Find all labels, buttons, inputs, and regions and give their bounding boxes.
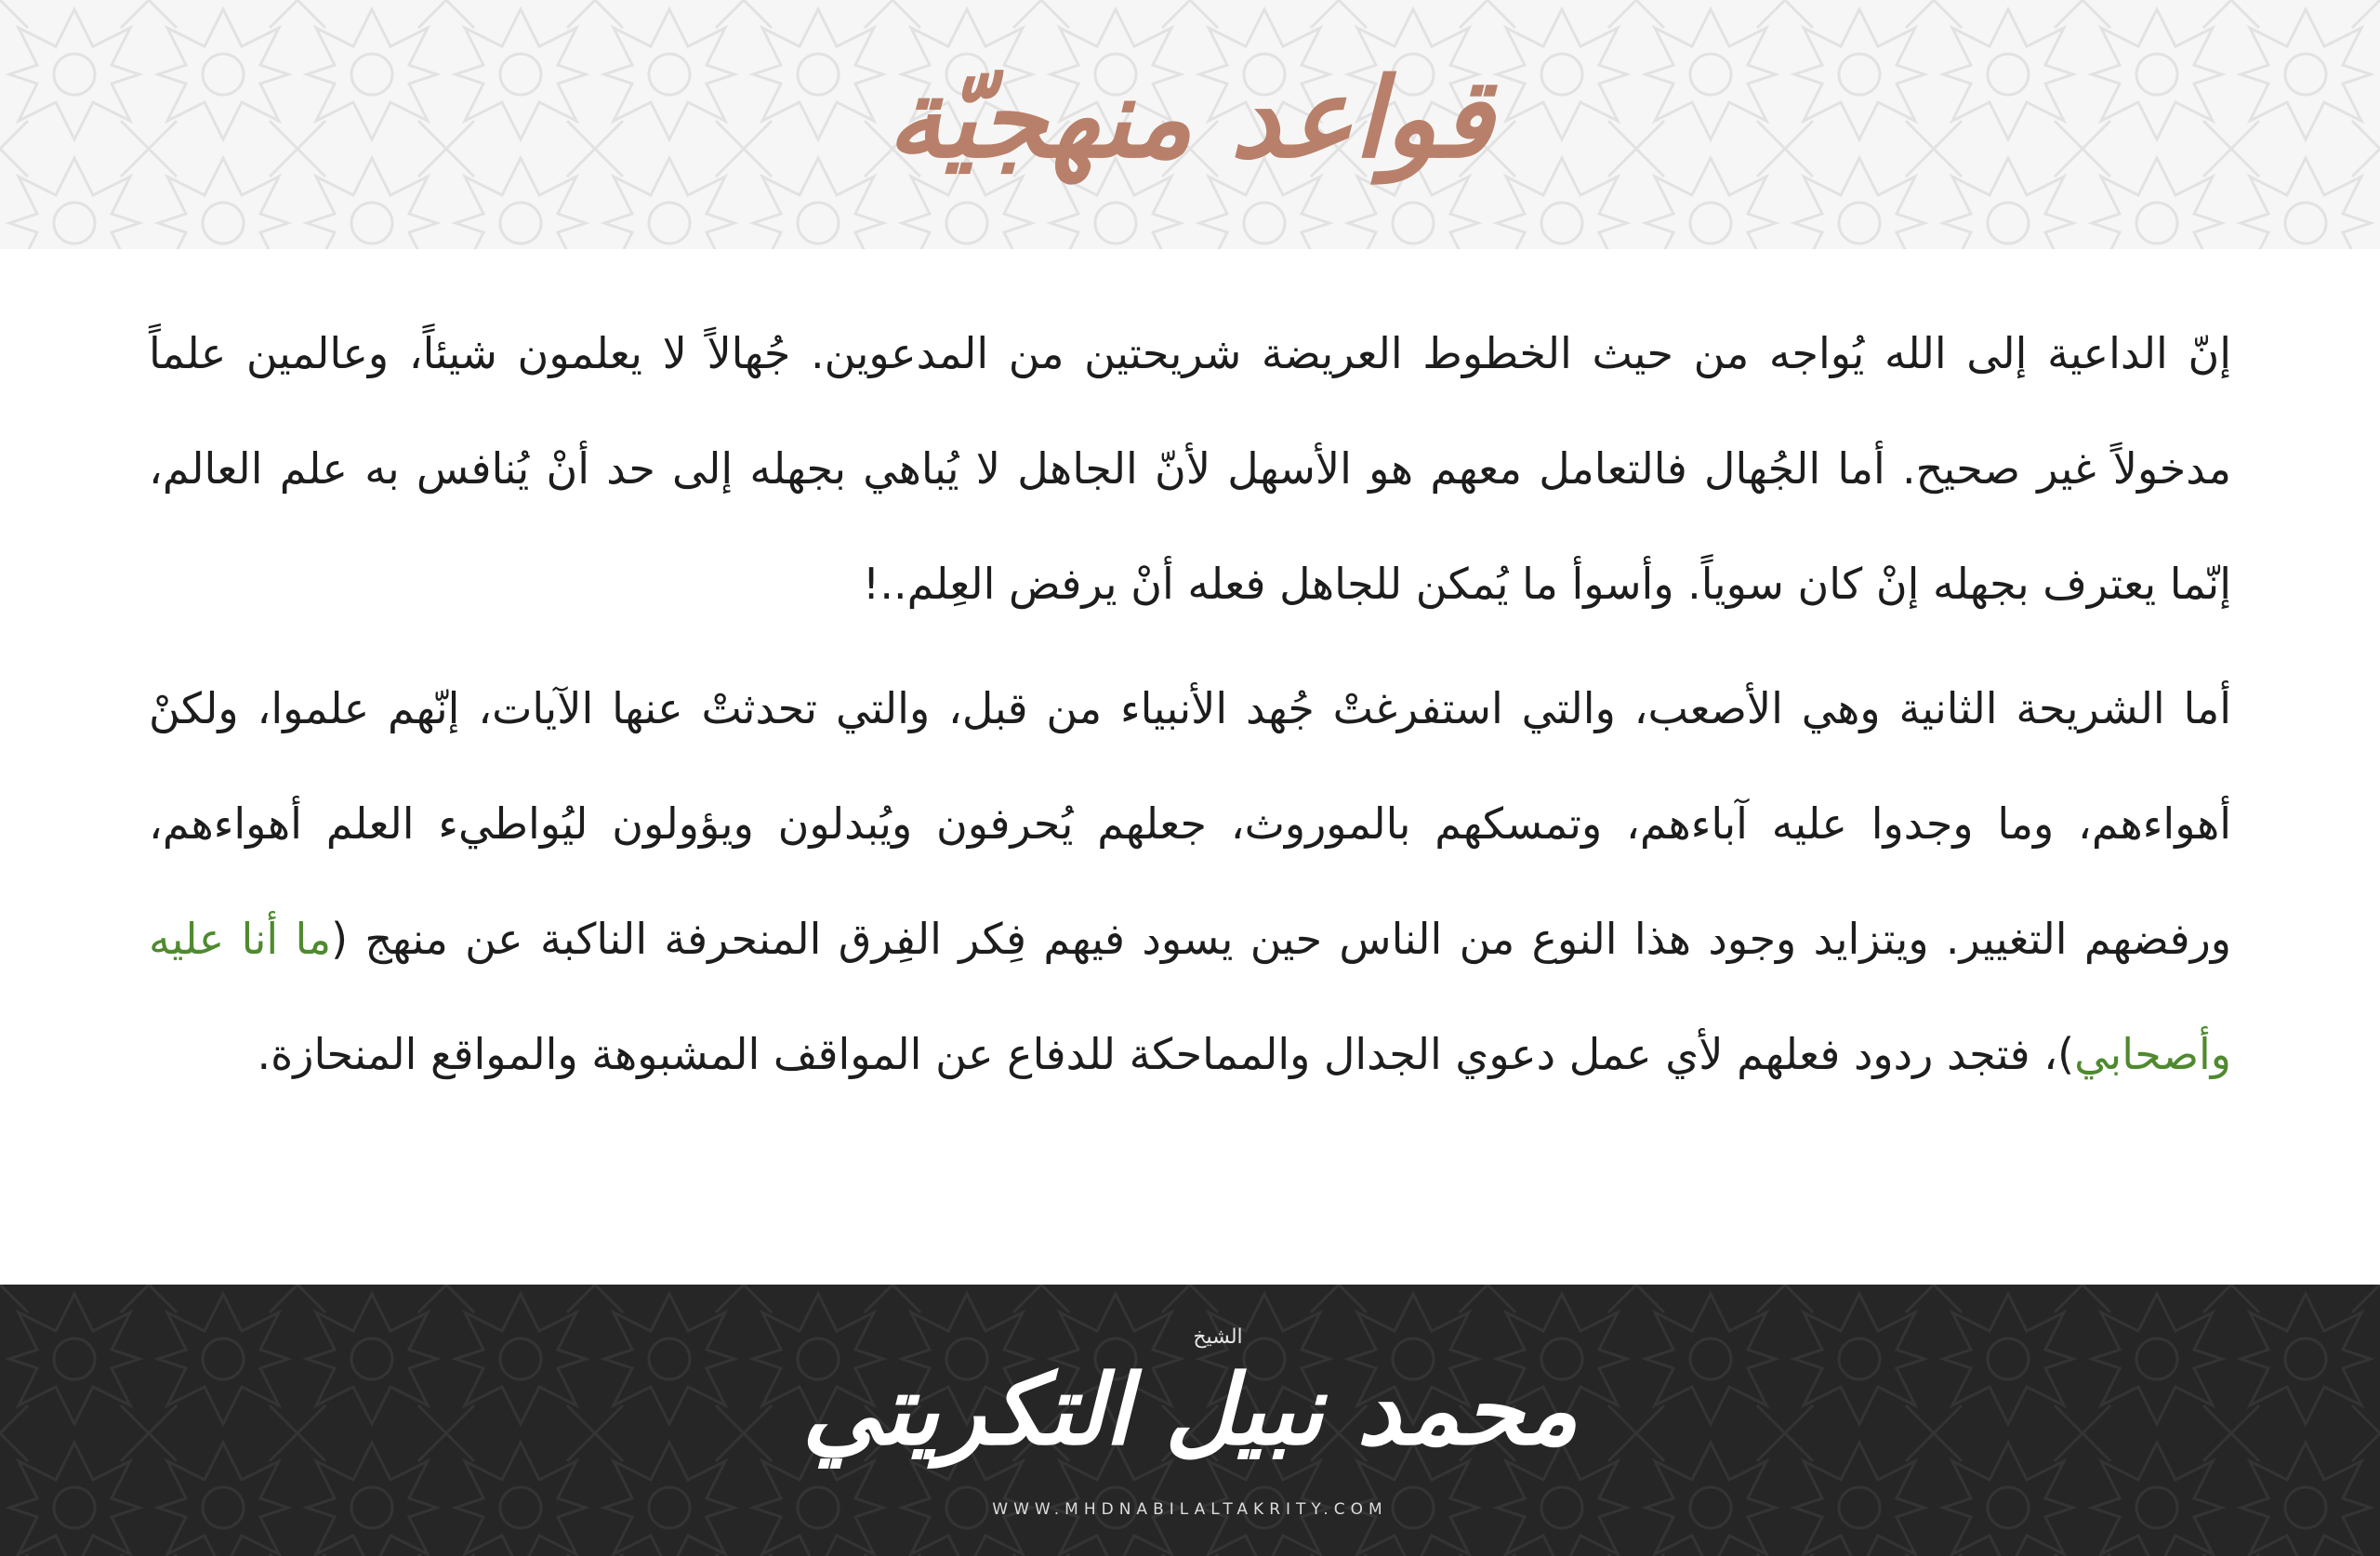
footer-band [0,1285,2380,1556]
highlighted-quote: ما أنا عليه وأصحابي [149,914,2231,1079]
page-title: قواعد منهجيّة [887,53,1493,182]
paragraph-2-text-start: أما الشريحة الثانية وهي الأصعب، والتي استفرغتْ جُهد الأنبياء من قبل، والتي تحدثتْ عنها الآيات، إنّهم علموا، ولكنْ أهواءهم، وما وجدوا عليه آباءهم، وتمسكهم بالموروث، جعلهم يُحرفون ويُبدلون ويؤولون ليُواطيء العلم أهواءهم، ورفضهم التغيير. ويتزايد وجود هذا النوع من الناس حين يسود فيهم فِكر الفِرق المنحرفة الناكبة عن منهج ( [149,683,2231,964]
paragraph-1: إنّ الداعية إلى الله يُواجه من حيث الخطوط العريضة شريحتين من المدعوين. جُهالاً لا يعلمون شيئاً، وعالمين علماً مدخولاً غير صحيح. أما الجُهال فالتعامل معهم هو الأسهل لأنّ الجاهل لا يُباهي بجهله إلى حد أنْ يُنافس به علم العالم، إنّما يعترف بجهله إنْ كان سوياً. وأسوأ ما يُمكن للجاهل فعله أنْ يرفض العِلم..! [149,328,2231,609]
paragraph-2-text-end: )، فتجد ردود فعلهم لأي عمل دعوي الجدال والمماحكة للدفاع عن المواقف المشبوهة والمواقع المنحازة. [257,1029,2075,1079]
website-link[interactable]: WWW.MHDNABILALTAKRITY.COM [992,1500,1388,1519]
header-band [0,0,2380,249]
author-name: محمد نبيل التكريتي [801,1352,1579,1467]
signature-logo [0,1285,2380,1556]
article-body [149,296,2231,1121]
author-honorific: الشيخ [1193,1325,1243,1349]
paragraph-2 [149,651,2231,1112]
